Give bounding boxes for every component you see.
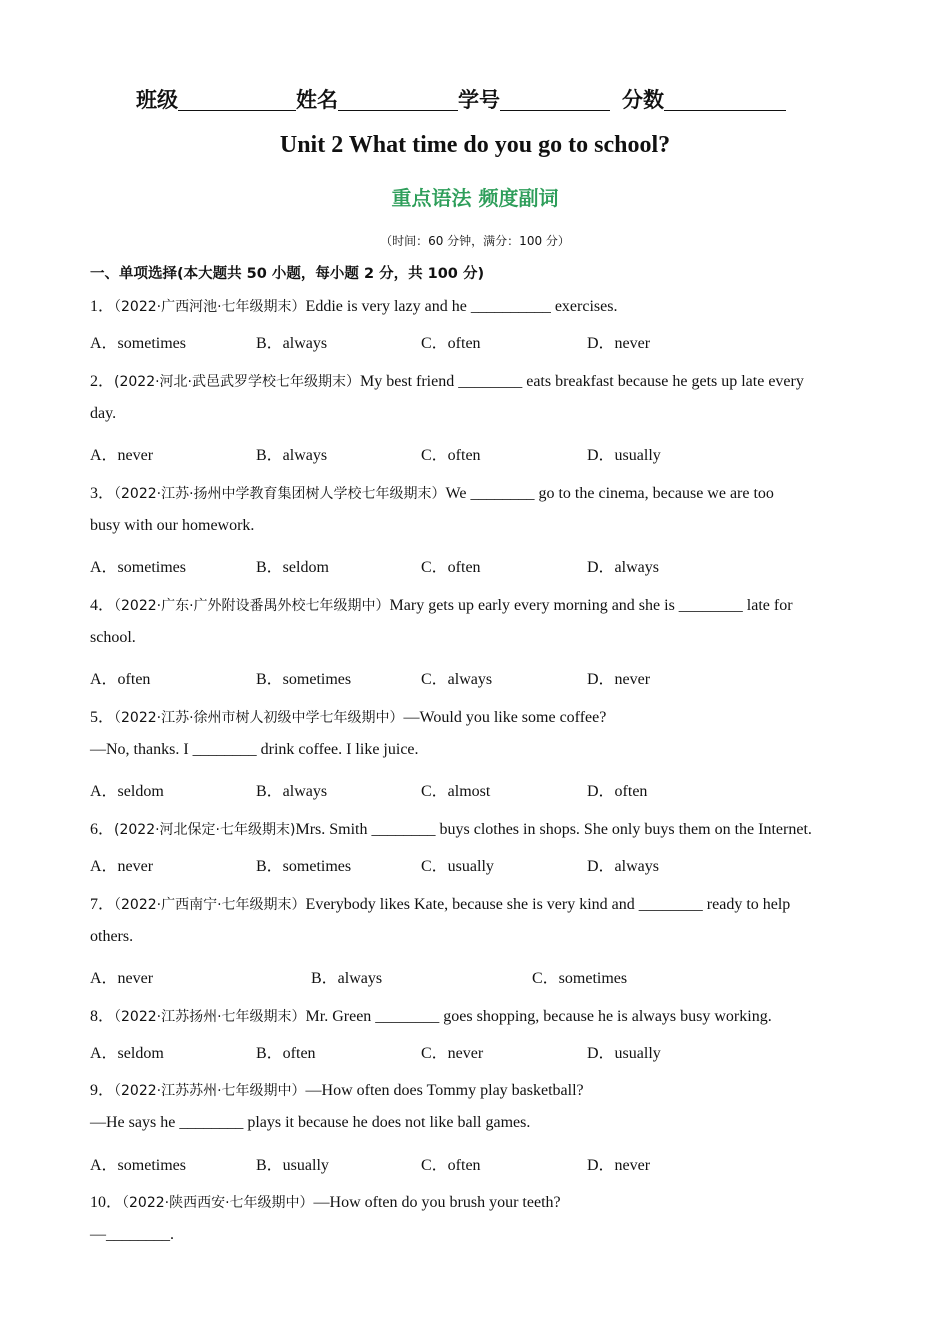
option-c: C．almost [421, 783, 491, 800]
question-source: (2022·河北·武邑武罗学校七年级期末） [114, 374, 361, 390]
option-c: C．usually [421, 858, 494, 875]
question-2-continued: day. [90, 405, 117, 422]
score-label: 分数 [622, 88, 664, 112]
option-d: D．usually [587, 447, 661, 464]
option-c: C．never [421, 1045, 484, 1062]
student-number-blank [500, 88, 610, 111]
option-a: A．sometimes [90, 559, 186, 576]
question-2 [90, 368, 870, 391]
option-b: B．sometimes [256, 858, 352, 875]
question-source: （2022·江苏·徐州市树人初级中学七年级期中） [114, 710, 404, 726]
question-1 [90, 293, 870, 316]
question-text: Mr. Green ________ goes shopping, because he is always busy working. [305, 1008, 772, 1025]
question-number: 5． [90, 709, 115, 726]
option-a: A．never [90, 858, 154, 875]
option-a: A．sometimes [90, 1157, 186, 1174]
option-a: A．never [90, 970, 154, 987]
question-source: （2022·广西河池·七年级期末） [114, 299, 306, 315]
option-c: C．often [421, 335, 481, 352]
question-source: （2022·江苏·扬州中学教育集团树人学校七年级期末） [114, 486, 446, 502]
section-heading: 一、单项选择(本大题共 50 小题，每小题 2 分，共 100 分) [90, 266, 485, 282]
page-subtitle: 重点语法 频度副词 [391, 186, 559, 210]
question-5 [90, 704, 870, 727]
option-c: C．sometimes [532, 970, 628, 987]
question-source: （2022·江苏扬州·七年级期末） [114, 1009, 306, 1025]
option-b: B．sometimes [256, 671, 352, 688]
question-text: Mrs. Smith ________ buys clothes in shops. She only buys them on the Internet. [295, 821, 812, 838]
question-8 [90, 1003, 870, 1026]
question-text: Mary gets up early every morning and she is ________ late for [389, 597, 793, 614]
question-source: （2022·江苏苏州·七年级期中） [114, 1083, 306, 1099]
option-d: D．always [587, 858, 659, 875]
option-b: B．usually [256, 1157, 329, 1174]
option-d: D．never [587, 1157, 651, 1174]
option-b: B．always [256, 335, 328, 352]
option-a: A．never [90, 447, 154, 464]
option-d: D．always [587, 559, 659, 576]
option-a: A．seldom [90, 1045, 164, 1062]
option-d: D．often [587, 783, 648, 800]
question-number: 8． [90, 1008, 115, 1025]
question-text: —Would you like some coffee? [403, 709, 607, 726]
option-a: A．sometimes [90, 335, 186, 352]
class-label: 班级 [136, 88, 178, 112]
student-number-label: 学号 [458, 88, 500, 112]
option-c: C．always [421, 671, 493, 688]
option-a: A．seldom [90, 783, 164, 800]
question-text: Everybody likes Kate, because she is very kind and ________ ready to help [305, 896, 791, 913]
question-number: 4． [90, 597, 115, 614]
question-10-continued: —________. [90, 1226, 174, 1243]
option-b: B．often [256, 1045, 316, 1062]
question-source: （2022·广东·广外附设番禺外校七年级期中） [114, 598, 390, 614]
question-text: My best friend ________ eats breakfast because he gets up late every [360, 373, 804, 390]
option-a: A．often [90, 671, 151, 688]
question-text: Eddie is very lazy and he __________ exercises. [305, 298, 618, 315]
question-number: 9． [90, 1082, 115, 1099]
question-text: —How often do you brush your teeth? [313, 1194, 561, 1211]
question-3 [90, 480, 870, 503]
question-5-continued: —No, thanks. I ________ drink coffee. I like juice. [90, 741, 419, 758]
question-9-continued: —He says he ________ plays it because he does not like ball games. [90, 1114, 531, 1131]
page-title: Unit 2 What time do you go to school? [279, 132, 671, 158]
option-d: D．never [587, 671, 651, 688]
question-10 [90, 1189, 870, 1212]
option-b: B．always [311, 970, 383, 987]
option-b: B．always [256, 783, 328, 800]
question-number: 6． [90, 821, 115, 838]
name-blank [338, 88, 458, 111]
question-number: 1． [90, 298, 115, 315]
question-source: (2022·河北保定·七年级期末) [114, 822, 296, 838]
option-c: C．often [421, 447, 481, 464]
option-c: C．often [421, 559, 481, 576]
score-blank [664, 88, 786, 111]
time-note: （时间：60 分钟，满分：100 分） [380, 234, 570, 248]
question-text: —How often does Tommy play basketball? [305, 1082, 584, 1099]
question-text: We ________ go to the cinema, because we are too [445, 485, 774, 502]
question-9 [90, 1077, 870, 1100]
question-4-continued: school. [90, 629, 136, 646]
question-source: （2022·广西南宁·七年级期末） [114, 897, 306, 913]
option-b: B．always [256, 447, 328, 464]
question-source: （2022·陕西西安·七年级期中） [122, 1195, 314, 1211]
option-d: D．never [587, 335, 651, 352]
question-6 [90, 816, 870, 839]
option-d: D．usually [587, 1045, 661, 1062]
question-number: 7． [90, 896, 115, 913]
question-number: 3． [90, 485, 115, 502]
question-7-continued: others. [90, 928, 134, 945]
option-c: C．often [421, 1157, 481, 1174]
name-label: 姓名 [296, 88, 338, 112]
question-3-continued: busy with our homework. [90, 517, 255, 534]
option-b: B．seldom [256, 559, 329, 576]
question-number: 10． [90, 1194, 123, 1211]
student-info-header [136, 84, 816, 114]
question-number: 2． [90, 373, 115, 390]
question-4 [90, 592, 870, 615]
class-blank [178, 88, 296, 111]
question-7 [90, 891, 870, 914]
